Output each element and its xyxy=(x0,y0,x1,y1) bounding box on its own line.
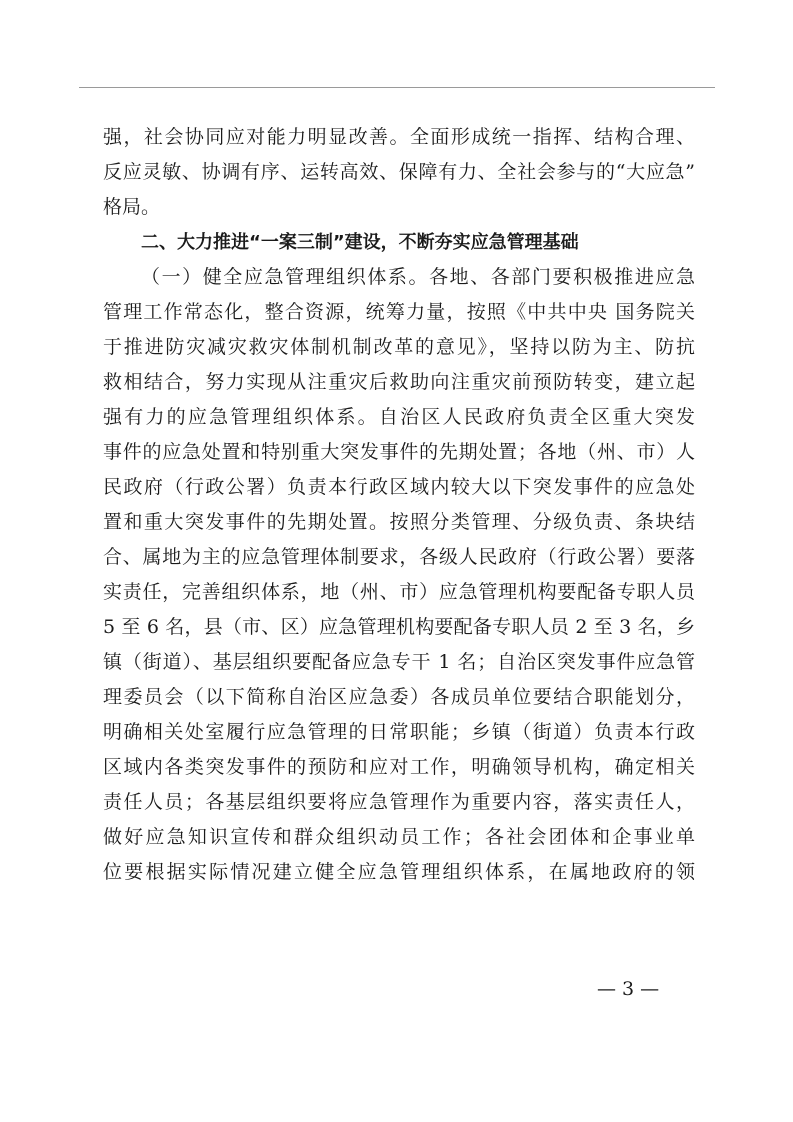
continuation-line-2: 反应灵敏、协调有序、运转高效、保障有力、全社会参与的“大应急” xyxy=(103,161,695,183)
paragraph-line: 救相结合，努力实现从注重灾后救助向注重灾前预防转变，建立起 xyxy=(103,371,695,393)
subheading: （一）健全应急管理组织体系。 xyxy=(141,266,430,288)
continuation-line-3: 格局。 xyxy=(103,196,161,218)
paragraph-line: 明确相关处室履行应急管理的日常职能；乡镇（街道）负责本行政 xyxy=(103,721,695,743)
paragraph-line: 置和重大突发事件的先期处置。按照分类管理、分级负责、条块结 xyxy=(103,511,695,533)
first-line-rest: 各地、各部门要积极推进应急 xyxy=(429,266,695,288)
paragraph-line: 合、属地为主的应急管理体制要求，各级人民政府（行政公署）要落 xyxy=(103,546,695,568)
paragraph-line: 强有力的应急管理组织体系。自治区人民政府负责全区重大突发 xyxy=(103,406,695,428)
paragraph-line: 区域内各类突发事件的预防和应对工作，明确领导机构，确定相关 xyxy=(103,756,695,778)
paragraph-line: 责任人员；各基层组织要将应急管理作为重要内容，落实责任人， xyxy=(103,791,695,813)
paragraph-line: 5 至 6 名，县（市、区）应急管理机构要配备专职人员 2 至 3 名，乡 xyxy=(103,616,695,638)
paragraph-line: 实责任，完善组织体系，地（州、市）应急管理机构要配备专职人员 xyxy=(103,581,695,603)
header-rule xyxy=(79,87,715,88)
paragraph-line: 事件的应急处置和特别重大突发事件的先期处置；各地（州、市）人 xyxy=(103,441,695,463)
body-text xyxy=(103,120,695,890)
paragraph-line: 于推进防灾减灾救灾体制机制改革的意见》，坚持以防为主、防抗 xyxy=(103,336,695,358)
paragraph-line: 管理工作常态化，整合资源，统筹力量，按照《中共中央 国务院关 xyxy=(103,301,695,323)
paragraph-first-line xyxy=(103,260,695,295)
paragraph-line: 镇（街道）、基层组织要配备应急专干 1 名；自治区突发事件应急管 xyxy=(103,651,695,673)
paragraph-line: 做好应急知识宣传和群众组织动员工作；各社会团体和企事业单 xyxy=(103,826,695,848)
section-heading: 二、大力推进“一案三制”建设，不断夯实应急管理基础 xyxy=(141,232,579,253)
page-number: — 3 — xyxy=(597,978,660,1000)
paragraph-line: 位要根据实际情况建立健全应急管理组织体系，在属地政府的领 xyxy=(103,861,695,883)
continuation-line-1: 强，社会协同应对能力明显改善。全面形成统一指挥、结构合理、 xyxy=(103,126,695,148)
paragraph-line: 理委员会（以下简称自治区应急委）各成员单位要结合职能划分， xyxy=(103,686,695,708)
paragraph-line: 民政府（行政公署）负责本行政区域内较大以下突发事件的应急处 xyxy=(103,476,695,498)
